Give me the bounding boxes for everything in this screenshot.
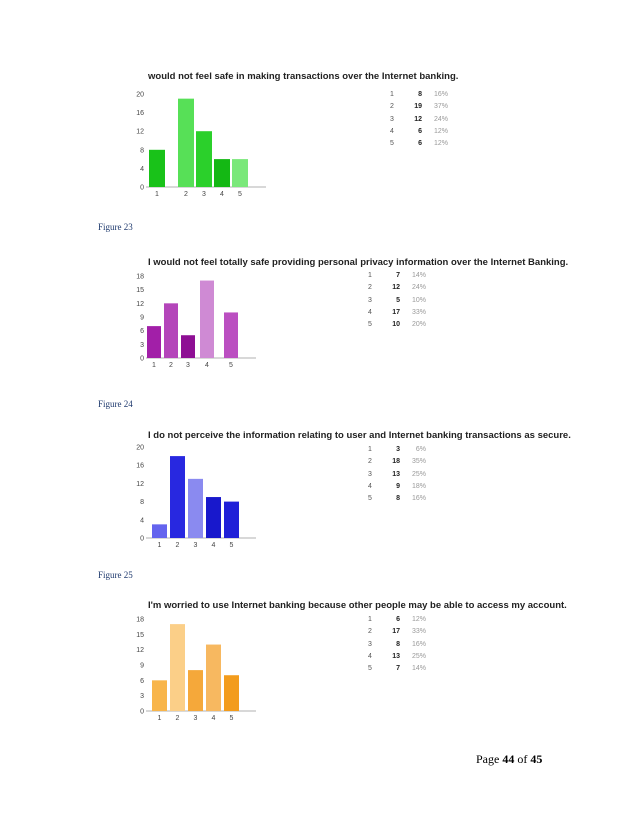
bar bbox=[188, 479, 203, 538]
legend-percentage: 6% bbox=[415, 446, 426, 453]
x-tick-label: 3 bbox=[193, 542, 198, 549]
legend-percentage: 14% bbox=[411, 665, 426, 673]
x-tick-label: 2 bbox=[184, 191, 188, 198]
legend-percentage: 18% bbox=[411, 482, 426, 490]
legend-category: 5 bbox=[368, 665, 372, 673]
y-tick-label: 9 bbox=[140, 662, 144, 670]
bar-chart-3 bbox=[130, 443, 255, 555]
legend-row bbox=[368, 444, 426, 456]
y-tick-label: 16 bbox=[136, 110, 144, 118]
legend-count: 12 bbox=[414, 115, 422, 123]
y-tick-label: 4 bbox=[140, 517, 144, 525]
legend-category: 4 bbox=[368, 482, 372, 490]
legend-row bbox=[368, 270, 426, 282]
legend-row bbox=[368, 493, 426, 505]
y-tick-label: 16 bbox=[136, 462, 144, 470]
legend-percentage: 16% bbox=[433, 91, 448, 98]
legend-percentage: 25% bbox=[411, 470, 426, 478]
y-tick-label: 18 bbox=[136, 273, 144, 281]
legend-percentage: 12% bbox=[433, 140, 448, 148]
legend-count: 13 bbox=[392, 470, 400, 478]
y-tick-label: 8 bbox=[140, 499, 144, 507]
legend-count: 6 bbox=[418, 127, 422, 135]
legend-percentage: 33% bbox=[411, 628, 426, 636]
footer-page-word: Page bbox=[476, 752, 500, 766]
footer-of-word: of bbox=[517, 752, 528, 766]
y-tick-label: 15 bbox=[136, 287, 144, 295]
bar bbox=[200, 281, 214, 358]
legend-count: 7 bbox=[396, 272, 400, 279]
legend-category: 4 bbox=[390, 127, 394, 135]
legend-percentage: 16% bbox=[411, 495, 426, 503]
bar bbox=[214, 159, 230, 187]
legend-row bbox=[390, 89, 448, 101]
footer-total-pages: 45 bbox=[530, 752, 543, 766]
legend-percentage: 16% bbox=[411, 640, 426, 648]
x-tick-label: 2 bbox=[169, 362, 173, 369]
legend-row bbox=[368, 295, 426, 307]
legend-row bbox=[368, 614, 426, 626]
legend-category: 2 bbox=[368, 628, 372, 636]
x-tick-label: 5 bbox=[238, 191, 242, 198]
legend-category: 2 bbox=[368, 284, 372, 292]
bar bbox=[224, 675, 239, 711]
legend-3 bbox=[368, 444, 426, 505]
legend-row bbox=[368, 639, 426, 651]
y-tick-label: 4 bbox=[140, 165, 144, 173]
legend-percentage: 12% bbox=[411, 616, 426, 623]
x-tick-label: 4 bbox=[211, 542, 216, 549]
legend-percentage: 14% bbox=[411, 272, 426, 279]
y-tick-label: 12 bbox=[136, 300, 144, 308]
bar bbox=[232, 159, 248, 187]
y-tick-label: 12 bbox=[136, 647, 144, 655]
y-tick-label: 12 bbox=[136, 480, 144, 488]
figure-caption-24: Figure 24 bbox=[98, 399, 133, 409]
x-tick-label: 5 bbox=[229, 715, 234, 722]
legend-category: 5 bbox=[368, 321, 372, 329]
legend-percentage: 12% bbox=[433, 127, 448, 135]
legend-row bbox=[390, 114, 448, 126]
x-tick-label: 4 bbox=[211, 715, 216, 722]
legend-count: 17 bbox=[392, 308, 400, 316]
x-tick-label: 3 bbox=[202, 191, 206, 198]
figure-caption-25: Figure 25 bbox=[98, 570, 133, 580]
bar bbox=[224, 502, 239, 538]
bar bbox=[188, 670, 203, 711]
x-tick-label: 1 bbox=[157, 542, 162, 549]
y-tick-label: 0 bbox=[140, 708, 144, 716]
bar bbox=[181, 335, 195, 358]
y-tick-label: 18 bbox=[136, 616, 144, 624]
y-tick-label: 3 bbox=[140, 341, 144, 349]
legend-4 bbox=[368, 614, 426, 675]
bar bbox=[206, 497, 221, 538]
x-tick-label: 2 bbox=[175, 542, 180, 549]
legend-row bbox=[368, 456, 426, 468]
legend-category: 1 bbox=[368, 616, 372, 623]
legend-percentage: 33% bbox=[411, 308, 426, 316]
legend-row bbox=[368, 663, 426, 675]
y-tick-label: 0 bbox=[140, 355, 144, 363]
chart-title-2: I would not feel totally safe providing personal privacy information over the Internet Banking. bbox=[148, 257, 569, 268]
bar-chart-2 bbox=[130, 272, 255, 372]
x-tick-label: 1 bbox=[157, 715, 162, 722]
legend-count: 10 bbox=[392, 321, 400, 329]
footer-page-number: 44 bbox=[502, 752, 515, 766]
legend-count: 19 bbox=[414, 103, 422, 111]
legend-row bbox=[368, 651, 426, 663]
y-tick-label: 0 bbox=[140, 535, 144, 543]
legend-count: 6 bbox=[396, 616, 400, 623]
legend-count: 17 bbox=[392, 628, 400, 636]
legend-category: 2 bbox=[368, 458, 372, 466]
legend-category: 5 bbox=[368, 495, 372, 503]
legend-row bbox=[368, 319, 426, 331]
legend-row bbox=[390, 126, 448, 138]
legend-category: 5 bbox=[390, 140, 394, 148]
x-tick-label: 4 bbox=[220, 191, 224, 198]
x-tick-label: 1 bbox=[152, 362, 156, 369]
legend-category: 4 bbox=[368, 652, 372, 660]
bar bbox=[164, 303, 178, 358]
legend-count: 6 bbox=[418, 140, 422, 148]
bar-chart-4 bbox=[130, 614, 255, 726]
legend-count: 3 bbox=[396, 446, 400, 453]
legend-count: 5 bbox=[396, 296, 400, 304]
bar-chart-1 bbox=[130, 88, 255, 198]
legend-category: 3 bbox=[368, 296, 372, 304]
y-tick-label: 15 bbox=[136, 631, 144, 639]
y-tick-label: 6 bbox=[140, 328, 144, 336]
y-tick-label: 9 bbox=[140, 314, 144, 322]
x-tick-label: 4 bbox=[205, 362, 209, 369]
legend-count: 13 bbox=[392, 652, 400, 660]
legend-percentage: 37% bbox=[433, 103, 448, 111]
legend-category: 3 bbox=[368, 640, 372, 648]
x-tick-label: 2 bbox=[175, 715, 180, 722]
chart-title-1: would not feel safe in making transactions over the Internet banking. bbox=[148, 71, 459, 82]
y-tick-label: 8 bbox=[140, 147, 144, 155]
legend-category: 4 bbox=[368, 308, 372, 316]
bar bbox=[152, 524, 167, 538]
y-tick-label: 6 bbox=[140, 677, 144, 685]
y-tick-label: 0 bbox=[140, 184, 144, 192]
x-tick-label: 5 bbox=[229, 362, 233, 369]
legend-count: 8 bbox=[418, 91, 422, 98]
legend-row bbox=[368, 469, 426, 481]
figure-caption-23: Figure 23 bbox=[98, 222, 133, 232]
legend-percentage: 35% bbox=[411, 458, 426, 466]
legend-percentage: 20% bbox=[411, 321, 426, 329]
legend-category: 2 bbox=[390, 103, 394, 111]
legend-1 bbox=[390, 89, 448, 150]
legend-2 bbox=[368, 270, 426, 331]
legend-percentage: 24% bbox=[411, 284, 426, 292]
legend-percentage: 24% bbox=[433, 115, 448, 123]
legend-row bbox=[368, 307, 426, 319]
bar bbox=[196, 131, 212, 187]
y-tick-label: 3 bbox=[140, 693, 144, 701]
legend-row bbox=[390, 101, 448, 113]
legend-count: 12 bbox=[392, 284, 400, 292]
legend-category: 1 bbox=[390, 91, 394, 98]
legend-category: 3 bbox=[368, 470, 372, 478]
legend-count: 9 bbox=[396, 482, 400, 490]
bar bbox=[147, 326, 161, 358]
bar bbox=[170, 456, 185, 538]
x-tick-label: 5 bbox=[229, 542, 234, 549]
legend-category: 1 bbox=[368, 446, 372, 453]
bar bbox=[149, 150, 165, 187]
chart-title-4: I'm worried to use Internet banking because other people may be able to access my account. bbox=[148, 600, 567, 611]
chart-title-3: I do not perceive the information relating to user and Internet banking transactions as secure. bbox=[148, 430, 571, 441]
legend-category: 3 bbox=[390, 115, 394, 123]
legend-count: 18 bbox=[392, 458, 400, 466]
x-tick-label: 3 bbox=[186, 362, 190, 369]
bar bbox=[152, 680, 167, 711]
legend-category: 1 bbox=[368, 272, 372, 279]
legend-row bbox=[390, 138, 448, 150]
y-tick-label: 12 bbox=[136, 128, 144, 136]
legend-count: 8 bbox=[396, 640, 400, 648]
bar bbox=[178, 99, 194, 187]
x-tick-label: 3 bbox=[193, 715, 198, 722]
legend-row bbox=[368, 282, 426, 294]
bar bbox=[170, 624, 185, 711]
bar bbox=[206, 645, 221, 711]
y-tick-label: 20 bbox=[136, 91, 144, 99]
y-tick-label: 20 bbox=[136, 444, 144, 452]
legend-row bbox=[368, 481, 426, 493]
legend-row bbox=[368, 626, 426, 638]
legend-percentage: 25% bbox=[411, 652, 426, 660]
legend-percentage: 10% bbox=[411, 296, 426, 304]
legend-count: 7 bbox=[396, 665, 400, 673]
page-footer bbox=[476, 752, 542, 767]
legend-count: 8 bbox=[396, 495, 400, 503]
bar bbox=[224, 312, 238, 358]
x-tick-label: 1 bbox=[155, 191, 159, 198]
